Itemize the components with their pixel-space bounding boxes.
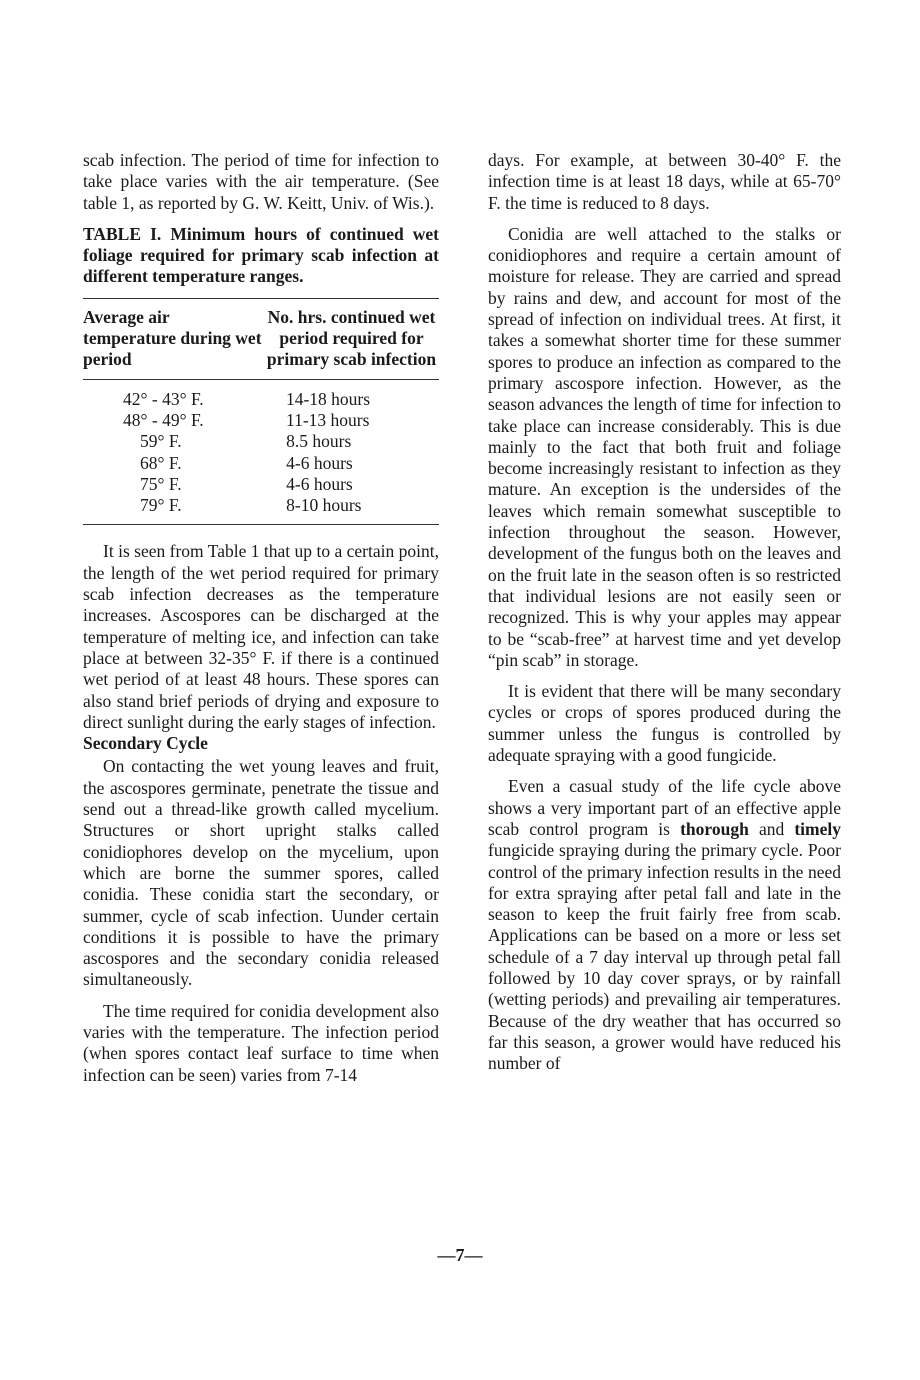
paragraph: It is evident that there will be many secondary cycles or crops of spores produced during the summer unless the fungus is controlled by adequate spraying with a good fungicide. (488, 681, 841, 766)
table-row (83, 389, 439, 410)
table-row (83, 431, 439, 452)
table-caption: TABLE I. Minimum hours of continued wet foliage required for primary scab infection at different temperature ranges. (83, 223, 439, 287)
table-header-rule (83, 379, 439, 380)
emphasis-timely: timely (794, 818, 841, 839)
table-row (83, 453, 439, 474)
table-row (83, 410, 439, 431)
table-cell-temperature: 48° - 49° F. (123, 409, 204, 430)
table-cell-temperature: 75° F. (140, 473, 182, 494)
table-cell-hours: 8.5 hours (286, 431, 352, 452)
table-body (83, 389, 439, 517)
left-column (83, 150, 439, 1086)
table-cell-hours: 4-6 hours (286, 473, 353, 494)
paragraph (488, 776, 841, 1074)
table-top-rule (83, 298, 439, 299)
table-cell-hours: 14-18 hours (285, 388, 371, 409)
table-header (83, 307, 439, 371)
text-run: and (748, 818, 795, 839)
text-run: fungicide spraying during the primary cycle. Poor control of the primary infection results in the need for extra spraying after petal fall and late in the season to keep the fruit fairly free from scab. Applications can be based on a more or less set schedule of a 7 day interval up through petal fall followed by 10 day cover sprays, or by rainfall (wetting periods) and prevailing air temperatures. Because of the dry weather that has occurred so far this season, a grower would have reduced his number of (488, 840, 841, 1074)
emphasis-thorough: thorough (680, 818, 749, 839)
table-row (83, 495, 439, 516)
table-header-hours: No. hrs. continued wet period required for primary scab infection (266, 306, 437, 370)
paragraph: scab infection. The period of time for infection to take place varies with the air temperature. (See table 1, as reported by G. W. Keitt, Univ. of Wis.). (83, 150, 439, 213)
table-cell-temperature: 79° F. (140, 495, 182, 516)
right-column (488, 150, 841, 1074)
text-run: Even a casual study of the life cycle above shows a very important part of an effective apple scab control program is (488, 776, 841, 839)
table-cell-hours: 4-6 hours (286, 452, 353, 473)
table-cell-temperature: 68° F. (140, 452, 182, 473)
table-cell-temperature: 42° - 43° F. (123, 388, 204, 409)
table-cell-hours: 11-13 hours (285, 409, 370, 430)
paragraph: On contacting the wet young leaves and fruit, the ascospores germinate, penetrate the tissue and send out a thread-like growth called mycelium. Structures or short upright stalks called conidiophores develop on the mycelium, upon which are borne the summer spores, called conidia. These conidia start the secondary, or summer, cycle of scab infection. Uunder certain conditions it is possible to have the primary ascospores and the secondary conidia released simultaneously. (83, 756, 439, 990)
paragraph: The time required for conidia development also varies with the temperature. The infection period (when spores contact leaf surface to time when infection can be seen) varies from 7-14 (83, 1000, 439, 1085)
page-number: —7— (437, 1245, 483, 1265)
table-cell-hours: 8-10 hours (286, 495, 362, 516)
paragraph: days. For example, at between 30-40° F. the infection time is at least 18 days, while at 65-70° F. the time is reduced to 8 days. (488, 150, 841, 213)
paragraph: Conidia are well attached to the stalks or conidiophores and require a certain amount of moisture for release. They are carried and spread by rains and dew, and account for most of the spread of infection on individual trees. At first, it takes a somewhat shorter time for these summer spores to produce an infection as compared to the primary ascospore infection. However, as the season advances the length of time for infection to take place can increase considerably. This is due mainly to the fact that both fruit and foliage become increasingly resistant to infection as they mature. An exception is the undersides of the leaves which remain somewhat susceptible to infection throughout the season. However, development of the fungus both on the leaves and on the fruit late in the season often is so restricted that individual lesions are not easily seen or recognized. This is why your apples may appear to be “scab-free” at harvest time and yet develop “pin scab” in storage. (488, 223, 841, 670)
table-bottom-rule (83, 524, 439, 525)
table-header-temperature: Average air temperature during wet period (83, 306, 262, 370)
section-heading: Secondary Cycle (83, 733, 208, 754)
table-row (83, 474, 439, 495)
paragraph: It is seen from Table 1 that up to a certain point, the length of the wet period required for primary scab infection decreases as the temperature increases. Ascospores can be discharged at the temperature of melting ice, and infection can take place at between 32-35° F. if there is a continued wet period of at least 48 hours. These spores can also stand brief periods of drying and exposure to direct sunlight during the early stages of infection. (83, 541, 439, 732)
table-cell-temperature: 59° F. (140, 431, 182, 452)
